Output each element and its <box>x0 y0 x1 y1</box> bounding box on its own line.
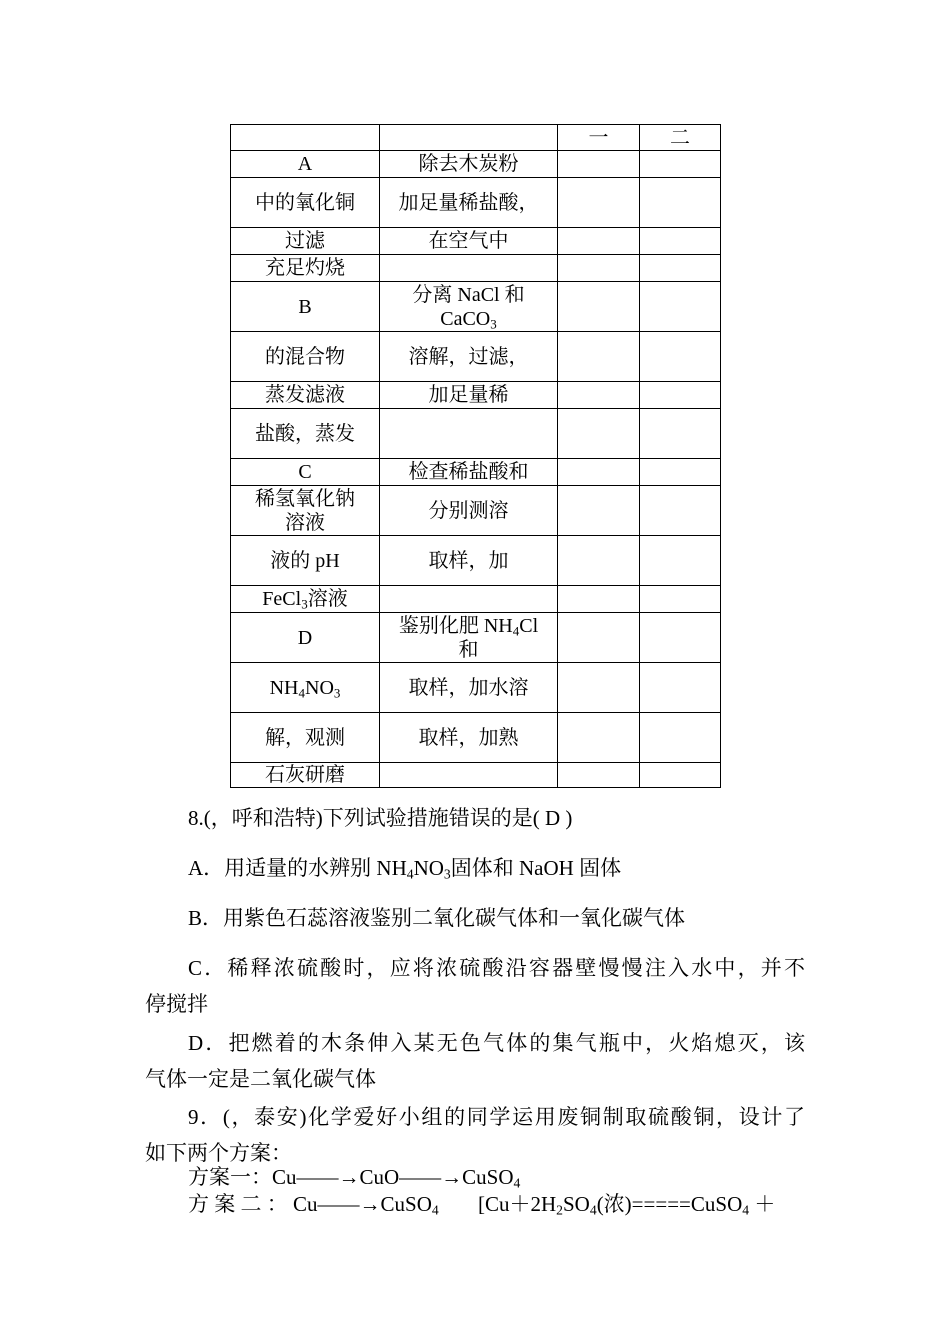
table-row <box>231 151 721 178</box>
scheme-two-cell <box>640 613 721 663</box>
scheme-one-cell <box>558 382 640 409</box>
header-cell: 二 <box>640 125 721 151</box>
question-9-stem-line2: 如下两个方案： <box>145 1141 292 1165</box>
object-cell: $NH_4NO_3$ <box>231 663 380 713</box>
question-8-option-a: A．用适量的水辨别 $NH_4NO_3$固体和 NaOH 固体 <box>188 856 622 882</box>
scheme-one-cell <box>558 536 640 586</box>
object-cell: 液的 pH <box>231 536 380 586</box>
question-8-option-c-line1: C．稀释浓硫酸时，应将浓硫酸沿容器壁慢慢注入水中，并不 <box>188 956 805 980</box>
object-cell: 蒸发滤液 <box>231 382 380 409</box>
table-row <box>231 228 721 255</box>
object-cell: 中的氧化铜 <box>231 178 380 228</box>
scheme-one-cell <box>558 409 640 459</box>
object-cell: 盐酸，蒸发 <box>231 409 380 459</box>
plan-two: 方 案 二 ： Cu——→CuSO$_4$ <box>188 1192 439 1218</box>
method-cell: 取样，加熟 <box>380 713 558 763</box>
table-row <box>231 763 721 788</box>
scheme-two-cell <box>640 536 721 586</box>
header-cell: 一 <box>558 125 640 151</box>
table-row <box>231 713 721 763</box>
question-8-stem: 8.(，呼和浩特)下列试验措施错误的是( D ) <box>188 806 573 830</box>
method-cell <box>380 409 558 459</box>
table-row <box>231 382 721 409</box>
scheme-one-cell <box>558 713 640 763</box>
scheme-two-cell <box>640 713 721 763</box>
scheme-two-cell <box>640 763 721 788</box>
question-8-option-d-line2: 气体一定是二氧化碳气体 <box>145 1067 376 1091</box>
method-cell: 加足量稀 <box>380 382 558 409</box>
question-8-option-d-line1: D．把燃着的木条伸入某无色气体的集气瓶中，火焰熄灭，该 <box>188 1031 805 1055</box>
scheme-one-cell <box>558 151 640 178</box>
scheme-one-cell <box>558 332 640 382</box>
scheme-two-cell <box>640 178 721 228</box>
scheme-two-cell <box>640 282 721 332</box>
method-cell <box>380 763 558 788</box>
reaction-equation: [$Cu+2H_2SO_4$(浓)=====CuSO$_4$ ＋ <box>478 1192 776 1218</box>
method-cell: 取样，加水溶 <box>380 663 558 713</box>
scheme-one-cell <box>558 459 640 486</box>
method-cell: 除去木炭粉 <box>380 151 558 178</box>
method-cell: 溶解，过滤， <box>380 332 558 382</box>
scheme-one-cell <box>558 586 640 613</box>
scheme-one-cell <box>558 228 640 255</box>
object-cell: 的混合物 <box>231 332 380 382</box>
plan-one: 方案一：Cu——→CuO——→CuSO$_4$ <box>188 1165 521 1191</box>
table-row <box>231 459 721 486</box>
table-row <box>231 536 721 586</box>
object-cell: B <box>231 282 380 332</box>
scheme-one-cell <box>558 486 640 536</box>
table-row <box>231 663 721 713</box>
table-row <box>231 178 721 228</box>
object-cell: D <box>231 613 380 663</box>
object-cell: 充足灼烧 <box>231 255 380 282</box>
object-cell: 稀氢氧化钠 溶液 <box>231 486 380 536</box>
method-cell: 取样，加 <box>380 536 558 586</box>
method-cell: 分别测溶 <box>380 486 558 536</box>
method-cell: 检查稀盐酸和 <box>380 459 558 486</box>
scheme-two-cell <box>640 151 721 178</box>
object-cell: 解，观测 <box>231 713 380 763</box>
scheme-one-cell <box>558 613 640 663</box>
scheme-two-cell <box>640 332 721 382</box>
method-cell: 加足量稀盐酸， <box>380 178 558 228</box>
object-cell: 过滤 <box>231 228 380 255</box>
scheme-two-cell <box>640 586 721 613</box>
method-cell: 分离 NaCl 和 CaCO$_3$ <box>380 282 558 332</box>
header-cell <box>231 125 380 151</box>
scheme-one-cell <box>558 178 640 228</box>
table-row <box>231 282 721 332</box>
question-9-stem-line1: 9．(，泰安)化学爱好小组的同学运用废铜制取硫酸铜，设计了 <box>188 1105 805 1129</box>
object-cell: 石灰研磨 <box>231 763 380 788</box>
question-8-option-b: B．用紫色石蕊溶液鉴别二氧化碳气体和一氧化碳气体 <box>188 906 686 930</box>
method-cell: 在空气中 <box>380 228 558 255</box>
table-row <box>231 586 721 613</box>
scheme-two-cell <box>640 409 721 459</box>
scheme-two-cell <box>640 255 721 282</box>
table-row <box>231 409 721 459</box>
object-cell: FeCl$_3$溶液 <box>231 586 380 613</box>
scheme-two-cell <box>640 663 721 713</box>
object-cell: A <box>231 151 380 178</box>
method-cell <box>380 255 558 282</box>
scheme-two-cell <box>640 382 721 409</box>
scheme-one-cell <box>558 255 640 282</box>
scheme-one-cell <box>558 663 640 713</box>
method-cell <box>380 586 558 613</box>
table-row <box>231 255 721 282</box>
question-8-option-c-line2: 停搅拌 <box>145 992 208 1016</box>
header-cell <box>380 125 558 151</box>
scheme-one-cell <box>558 763 640 788</box>
scheme-two-cell <box>640 459 721 486</box>
table-row <box>231 332 721 382</box>
table-row <box>231 613 721 663</box>
object-cell: C <box>231 459 380 486</box>
scheme-two-cell <box>640 228 721 255</box>
scheme-one-cell <box>558 282 640 332</box>
experiment-table <box>230 124 721 788</box>
table-header-row <box>231 125 721 151</box>
scheme-two-cell <box>640 486 721 536</box>
table-row <box>231 486 721 536</box>
method-cell: 鉴别化肥 $NH_4Cl$ 和 <box>380 613 558 663</box>
